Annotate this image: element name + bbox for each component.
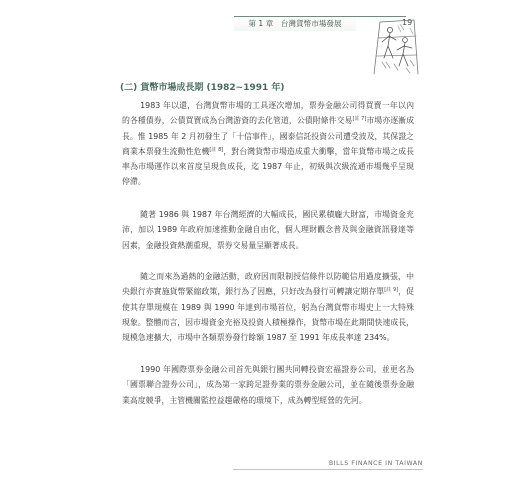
paragraph-1-part-2: 市場亦逐漸成長。惟 1985 年 2 月初發生了「十信事件」，國泰信託投資公司遭受波及，其保證之商業本票發生流動性危機	[122, 116, 414, 156]
footnote-ref-8: [註 8]	[209, 146, 224, 153]
page-number: 19	[402, 18, 413, 27]
paragraph-3-part-2: ，促使其存單規模在 1989 與 1990 年達到市場首位，躬為台灣貨幣市場史上一大特殊現象。整體而言，因市場資金充裕及投資人積極操作，貨幣市場在此期間快速成長，規模急速擴大，市場中各類票券發行餘額 1987 至 1991 年成長率達 234%。	[122, 287, 414, 343]
chapter-header-tab	[234, 16, 356, 31]
workers-sketch-illustration	[370, 18, 422, 76]
paragraph-1-part-1: 1983 年以還，台灣貨幣市場的工具逐次增加，票券金融公司得買賣一年以內的各種債券，公債買賣成為台灣游資的去化管道，公債附條件交易	[122, 101, 414, 126]
paragraph-2: 隨著 1986 與 1987 年台灣經濟的大幅成長，國民累積龐大財富，市場資金充沛，加以 1989 年政府加速推動金融自由化，個人理財觀念普及與金融資訊發達等因素，金融投資熱潮重現，票券交易量呈顯著成長。	[122, 210, 414, 250]
header-rule	[356, 16, 406, 17]
section-heading: (二) 貨幣市場成長期 (1982~1991 年)	[120, 83, 285, 93]
footer-book-title: BILLS FINANCE IN TAIWAN	[328, 460, 423, 467]
footnote-ref-9: [註 9]	[384, 287, 399, 294]
chapter-title: 第 1 章 台灣貨幣市場發展	[248, 19, 342, 28]
footer-rule	[233, 469, 423, 470]
footnote-ref-7: [註 7]	[352, 116, 367, 123]
paragraph-4: 1990 年國際票券金融公司首先與銀行團共同轉投資宏福證券公司，並更名為「國票聯合證券公司」，成為第一家跨足證券業的票券金融公司，並在隨後票券金融業高度競爭，主管機關監控益趨嚴格的環境下，成為轉型經營的先河。	[122, 365, 414, 405]
paragraph-1	[122, 98, 414, 190]
paragraph-3-part-1: 隨之而來為過熱的金融活動，政府因而限制授信條件以防範信用過度擴張，中央銀行亦實施貨幣緊縮政策，銀行為了因應，只好改為發行可轉讓定期存單	[122, 272, 414, 297]
paragraph-1-part-3: ，對台灣貨幣市場造成重大衝擊，當年貨幣市場之成長率為市場運作以來首度呈現負成長，迄 1987 年止，初級與次級流通市場幾乎呈現停滯。	[122, 146, 414, 187]
paragraph-3	[122, 269, 414, 345]
